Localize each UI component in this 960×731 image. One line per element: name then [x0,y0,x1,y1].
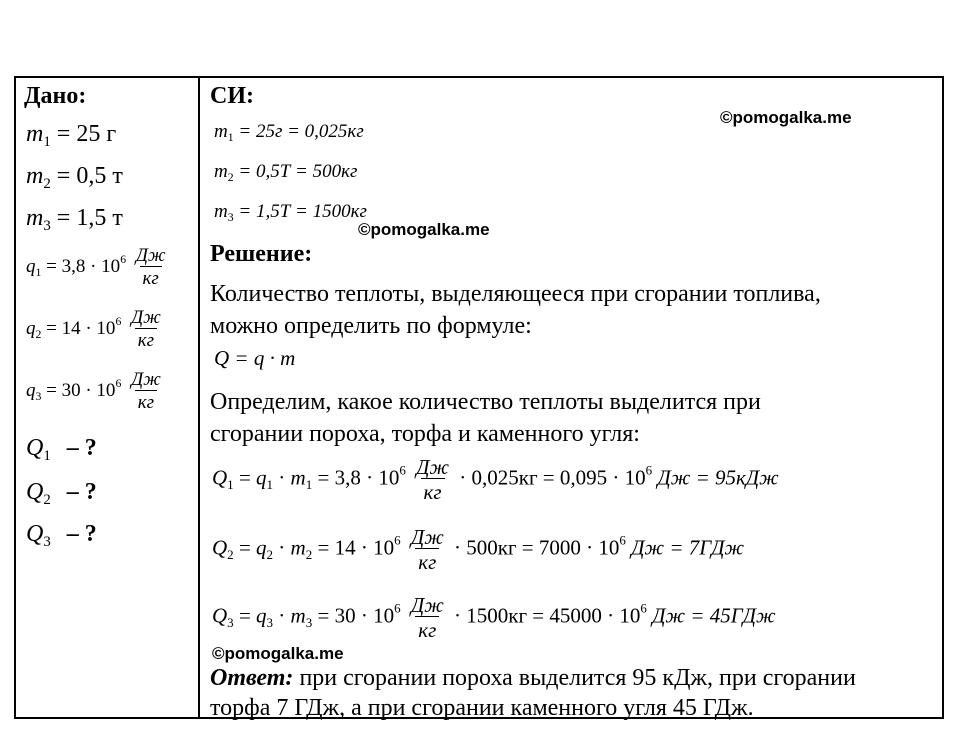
equation-Q2: $Q_2 = q_2 \cdot m_2 = 14 \cdot 10^6$ $\frac{Дж}{кг}$ · $500кг = 7000 \cdot 10^6$ Дж = 7ГДж [212,525,745,575]
equation-Q1: $Q_1 = q_1 \cdot m_1 = 3,8 \cdot 10^6$ $\frac{Дж}{кг}$ · $0,025кг = 0,095 \cdot 10^6$ Дж = 95кДж [212,455,779,505]
equation-Q3: $Q_3 = q_3 \cdot m_3 = 30 \cdot 10^6$ $\frac{Дж}{кг}$ · $1500кг = 45000 \cdot 10^6$ Дж = 45ГДж [212,593,776,643]
formula-Q: Q = q · m [214,346,296,370]
si-m2: $m_2 = 0,5Т = 500кг$ [214,161,358,185]
task-table [14,76,944,719]
answer-line1: Ответ: при сгорании пороха выделится 95 кДж, при сгорании [210,665,856,691]
watermark-top-right: ©pomogalka.me [720,108,852,127]
si-header: СИ: [210,83,254,109]
given-m1: $m_1 = 25$ г [26,121,117,151]
given-m3: $m_3 = 1,5$ т [26,205,123,235]
unit-fraction: $\frac{Дж}{кг}$ [131,307,161,351]
given-header: Дано: [24,83,87,109]
unit-fraction: $\frac{Дж}{кг}$ [135,245,166,289]
given-q2: $q_2 = 14 \cdot 10^6$ $\frac{Дж}{кг}$ [26,308,166,351]
solution-header: Решение: [210,241,313,267]
solution-text-line4: сгорании пороха, торфа и каменного угля: [210,421,640,447]
unit-fraction: $\frac{Дж}{кг}$ [410,525,444,575]
si-m3: $m_3 = 1,5Т = 1500кг$ [214,201,367,225]
answer-line2: торфа 7 ГДж, а при сгорании каменного угля 45 ГДж. [210,695,754,721]
given-q3: $q_3 = 30 \cdot 10^6$ $\frac{Дж}{кг}$ [26,370,166,413]
answer-label: Ответ: [210,665,294,691]
find-Q2: $Q_2$ – ? [26,479,97,509]
column-divider [198,78,200,717]
solution-text-line3: Определим, какое количество теплоты выделится при [210,389,761,415]
solution-text-line2: можно определить по формуле: [210,313,532,339]
find-Q3: $Q_3$ – ? [26,521,97,551]
find-Q1: $Q_1$ – ? [26,435,97,465]
unit-fraction: $\frac{Дж}{кг}$ [410,593,444,643]
watermark-bottom-left: ©pomogalka.me [212,644,344,663]
watermark-middle: ©pomogalka.me [358,220,490,239]
si-m1: $m_1 = 25г = 0,025кг$ [214,121,364,145]
solution-text-line1: Количество теплоты, выделяющееся при сгорании топлива, [210,281,821,307]
unit-fraction: $\frac{Дж}{кг}$ [131,369,161,413]
unit-fraction: $\frac{Дж}{кг}$ [416,455,449,505]
given-q1: $q_1 = 3,8 \cdot 10^6$ $\frac{Дж}{кг}$ [26,246,171,289]
given-m2: $m_2 = 0,5$ т [26,163,123,193]
